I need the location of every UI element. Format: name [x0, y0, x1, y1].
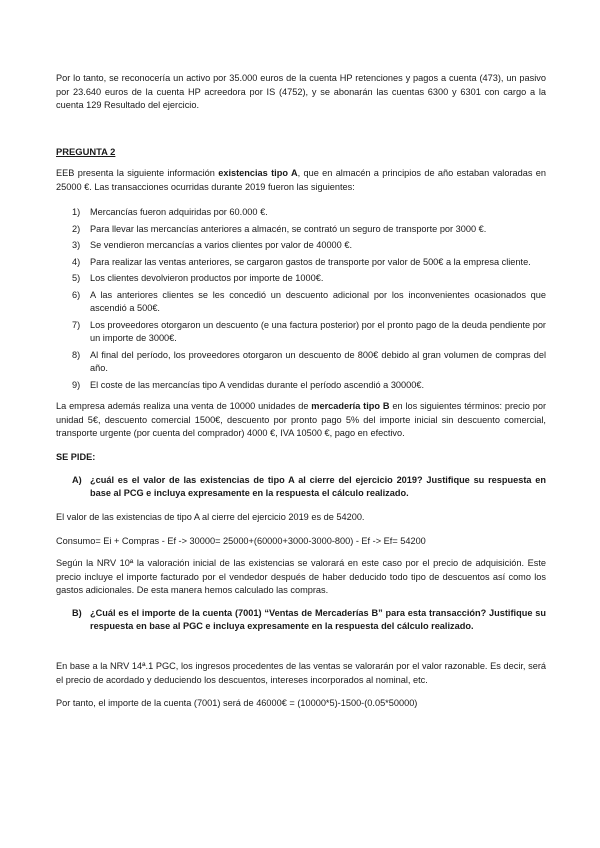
sale-terms-paragraph: [56, 400, 546, 441]
item-number: 1): [72, 207, 81, 217]
item-number: 3): [72, 240, 81, 251]
item-text: Para llevar las mercancías anteriores a almacén, se contrató un seguro de transporte por 3000 €.: [90, 223, 487, 234]
question-b-text: ¿Cuál es el importe de la cuenta (7001) “Ventas de Mercaderías B” para esta transacción? Justifique su respuesta en base al PGC e incluya expresamente en la respuesta del cálculo realizado.: [90, 608, 546, 632]
statement-paragraph: [56, 167, 546, 194]
item-text: Se vendieron mercancías a varios clientes por valor de 40000 €.: [90, 240, 352, 251]
item-text: Los proveedores otorgaron un descuento (e una factura posterior) por el pronto pago de la deuda pendiente por un importe de 3000€.: [90, 319, 546, 344]
item-number: 8): [72, 349, 81, 360]
item-text: Mercancías fueron adquiridas por 60.000 €.: [90, 207, 268, 217]
section-heading: PREGUNTA 2: [56, 146, 116, 157]
question-a-text: ¿cuál es el valor de las existencias de tipo A al cierre del ejercicio 2019? Justifique su respuesta en base al PCG e incluya expresamente en la respuesta el cálculo realizado.: [90, 475, 546, 499]
sale-bold: mercadería tipo B: [311, 401, 390, 411]
intro-paragraph: Por lo tanto, se reconocería un activo por 35.000 euros de la cuenta HP retenciones y pagos a cuenta (473), un pasivo por 23.640 euros de la cuenta HP acreedora por IS (4752), y se abonarán las cuentas 6300 y 6301 con cargo a la cuenta 129 Resultado del ejercicio.: [56, 73, 546, 111]
statement-post: , que en almacén a principios de año estaban valoradas en 25000 €. Las transacciones ocurridas durante 2019 fueron las siguientes:: [56, 168, 546, 192]
question-b: [56, 607, 546, 634]
item-number: 6): [72, 289, 81, 300]
sale-pre: La empresa además realiza una venta de 10000 unidades de: [56, 401, 312, 411]
answer-a-explanation: Según la NRV 10ª la valoración inicial de las existencias se valorará en este caso por el precio de adquisición. Este precio incluye el importe facturado por el vendedor después de haber deducido todo tipo de descuentos así como los gastos adicionales. De esta manera hemos calculado las compras.: [56, 558, 546, 596]
list-item: [56, 289, 546, 316]
list-item: [56, 256, 546, 269]
statement-pre: EEB presenta la siguiente información: [56, 168, 219, 178]
se-pide-label: SE PIDE:: [56, 452, 96, 462]
item-text: Los clientes devolvieron productos por importe de 1000€.: [90, 273, 324, 284]
item-text: A las anteriores clientes se les concedió un descuento adicional por los inconvenientes ocasionados que ascendió a 500€.: [90, 289, 546, 314]
transactions-list: [56, 206, 546, 396]
list-item: [56, 206, 546, 219]
item-text: Para realizar las ventas anteriores, se cargaron gastos de transporte por valor de 500€ a la empresa cliente.: [90, 256, 531, 267]
item-number: 2): [72, 223, 81, 234]
list-item: [56, 272, 546, 285]
answer-b-explanation: En base a la NRV 14ª.1 PGC, los ingresos procedentes de las ventas se valorarán por el valor razonable. Es decir, será el precio de acordado y deduciendo los descuentos, intereses incorporados al nominal, etc.: [56, 661, 546, 685]
answer-a-formula: Consumo= Ei + Compras - Ef -> 30000= 25000+(60000+3000-3000-800) - Ef -> Ef= 54200: [56, 536, 426, 546]
item-text: Al final del período, los proveedores otorgaron un descuento de 800€ debido al gran volumen de compras del año.: [90, 349, 546, 374]
question-a-label: A): [72, 475, 82, 485]
item-number: 9): [72, 379, 81, 390]
list-item: [56, 239, 546, 252]
question-a: [56, 474, 546, 501]
statement-bold: existencias tipo A: [218, 168, 298, 178]
answer-a-line: El valor de las existencias de tipo A al cierre del ejercicio 2019 es de 54200.: [56, 512, 365, 522]
list-item: [56, 319, 546, 346]
list-item: [56, 223, 546, 236]
list-item: [56, 379, 546, 392]
item-number: 5): [72, 273, 81, 284]
answer-b-result: Por tanto, el importe de la cuenta (7001) será de 46000€ = (10000*5)-1500-(0.05*50000): [56, 698, 418, 708]
item-number: 7): [72, 319, 81, 330]
list-item: [56, 349, 546, 376]
sale-post: en los siguientes términos: precio por unidad 5€, descuento comercial 1500€, descuento por pronto pago 5% del importe inicial sin descuento comercial, transporte urgente (por cuenta del comprador) 4000 €, IVA 10500 €, pago en efectivo.: [56, 401, 547, 439]
item-text: El coste de las mercancías tipo A vendidas durante el período ascendió a 30000€.: [90, 379, 425, 390]
question-b-label: B): [72, 608, 82, 618]
item-number: 4): [72, 256, 81, 267]
